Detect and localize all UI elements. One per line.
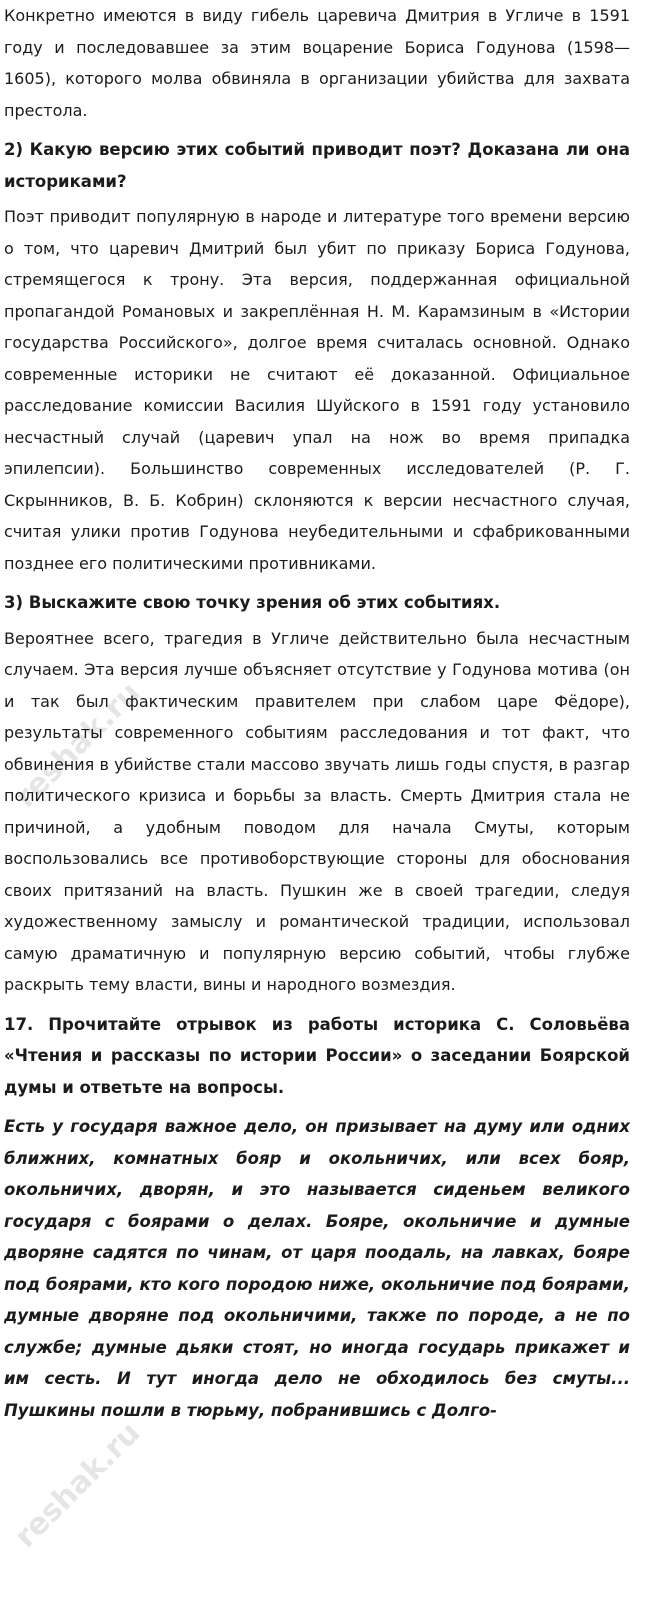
answer-paragraph-2: Поэт приводит популярную в народе и литературе того времени версию о том, что царевич Дмитрий был убит по приказу Бориса Годунова, стремящегося к трону. Эта версия, поддержанная официальной пропагандой Романовых и закреплённая Н. М. Карамзиным в «Истории государства Российского», долгое время считалась основной. Однако современные историки не считают её доказанной. Официальное расследование комиссии Василия Шуйского в 1591 году установило несчастный случай (царевич упал на нож во время припадка эпилепсии). Большинство современных исследователей (Р. Г. Скрынников, В. Б. Кобрин) склоняются к версии несчастного случая, считая улики против Годунова неубедительными и сфабрикованными позднее его политическими противниками. (4, 207, 630, 573)
watermark-logo: reshak.ru (8, 1415, 148, 1555)
answer-paragraph-3: Вероятнее всего, трагедия в Угличе действительно была несчастным случаем. Эта версия лучше объясняет отсутствие у Годунова мотива (он и так был фактическим правителем при слабом царе Фёдоре), результаты современного событиям расследования и тот факт, что обвинения в убийстве стали массово звучать лишь годы спустя, в разгар политического кризиса и борьбы за власть. Смерть Дмитрия стала не причиной, а удобным поводом для начала Смуты, которым воспользовались все противоборствующие стороны для обоснования своих притязаний на власть. Пушкин же в своей трагедии, следуя художественному замыслу и романтической традиции, использовал самую драматичную и популярную версию событий, чтобы глубже раскрыть тему власти, вины и народного возмездия. (4, 628, 630, 994)
task-17-heading: 17. Прочитайте отрывок из работы историка С. Соловьёва «Чтения и рассказы по истории России» о заседании Боярской думы и ответьте на вопросы. (4, 1014, 630, 1097)
watermark-logo: reshak.ru (8, 675, 148, 815)
historical-quote: Есть у государя важное дело, он призывает на думу или одних ближних, комнатных бояр и окольничих, или всех бояр, окольничих, дворян, и это называется сиденьем великого государя с боярами о делах. Бояре, окольничие и думные дворяне садятся по чинам, от царя поодаль, на лавках, бояре под боярами, кто кого породою ниже, окольничие под боярами, думные дворяне под окольничими, также по породе, а не по службе; думные дьяки стоят, но иногда государь прикажет и им сесть. И тут иногда дело не обходилось без смуты... Пушкины пошли в тюрьму, побранившись с Долго- (4, 1117, 630, 1420)
question-2-heading: 2) Какую версию этих событий приводит поэт? Доказана ли она историками? (4, 140, 630, 191)
answer-paragraph-1: Конкретно имеются в виду гибель царевича Дмитрия в Угличе в 1591 году и последовавшее за этим воцарение Бориса Годунова (1598—1605), которого молва обвиняла в организации убийства для захвата престола. (4, 6, 630, 120)
question-3-heading: 3) Выскажите свою точку зрения об этих событиях. (4, 593, 501, 612)
